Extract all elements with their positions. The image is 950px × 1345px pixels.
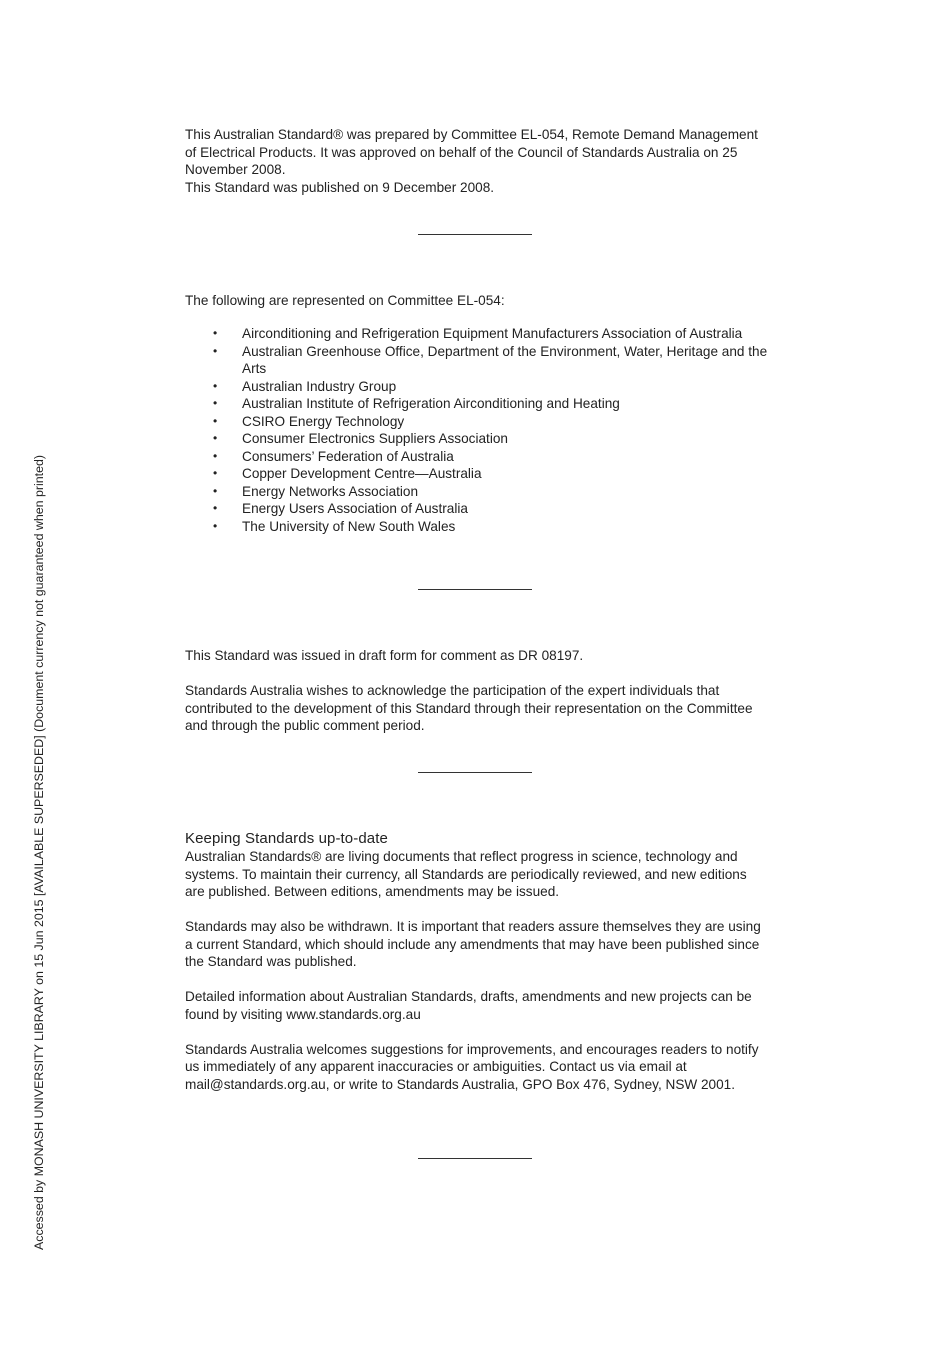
list-item: • Energy Networks Association — [213, 483, 419, 499]
bullet-icon: • — [213, 413, 218, 428]
committee-list — [185, 325, 770, 535]
uptodate-paragraph-2: Standards may also be withdrawn. It is important that readers assure themselves they are using a current Standard, which should include any amendments that may have been published since the Standard was published. — [185, 919, 761, 969]
list-item: • Consumers’ Federation of Australia — [213, 448, 454, 464]
bullet-icon: • — [213, 501, 218, 515]
acknowledgement: Standards Australia wishes to acknowledge the participation of the expert individuals that contributed to the development of this Standard through their representation on the Committee and through the public comment period. — [185, 683, 753, 733]
section-divider — [418, 234, 532, 235]
list-item: • Australian Industry Group — [213, 378, 397, 394]
list-item: • The University of New South Wales — [213, 518, 456, 534]
section-divider — [418, 1158, 532, 1159]
list-item: • Airconditioning and Refrigeration Equipment Manufacturers Association of Australia — [213, 326, 743, 341]
section-divider — [418, 589, 532, 590]
bullet-icon: • — [213, 326, 218, 340]
section-heading: Keeping Standards up-to-date — [185, 830, 388, 847]
bullet-icon: • — [213, 378, 218, 393]
list-item: • Australian Greenhouse Office, Department of the Environment, Water, Heritage and the Arts — [213, 343, 768, 376]
publication-date: This Standard was published on 9 December 2008. — [185, 179, 495, 195]
draft-section — [185, 647, 770, 735]
list-item: • CSIRO Energy Technology — [213, 413, 405, 429]
section-divider — [418, 772, 532, 773]
access-watermark: Accessed by MONASH UNIVERSITY LIBRARY on 15 Jun 2015 [AVAILABLE SUPERSEDED] (Document currency not guaranteed when printed) — [32, 455, 46, 1250]
bullet-icon: • — [213, 448, 218, 463]
approval-paragraph: This Australian Standard® was prepared by Committee EL-054, Remote Demand Management of Electrical Products. It was approved on behalf of the Council of Standards Australia on 25 November 2008. — [185, 127, 758, 177]
uptodate-paragraph-4: Standards Australia welcomes suggestions for improvements, and encourages readers to notify us immediately of any apparent inaccuracies or ambiguities. Contact us via email at mail@standards.org.au, or write to Standards Australia, GPO Box 476, Sydney, NSW 2001. — [185, 1041, 759, 1092]
approval-section — [185, 126, 770, 196]
bullet-icon: • — [213, 343, 218, 358]
list-item: • Energy Users Association of Australia — [213, 501, 468, 516]
committee-intro: The following are represented on Committee EL-054: — [185, 293, 505, 308]
list-item: • Copper Development Centre—Australia — [213, 466, 482, 481]
list-item: • Consumer Electronics Suppliers Association — [213, 431, 508, 446]
uptodate-paragraph-3: Detailed information about Australian Standards, drafts, amendments and new projects can be found by visiting www.standards.org.au — [185, 989, 752, 1022]
bullet-icon: • — [213, 483, 218, 498]
bullet-icon: • — [213, 466, 218, 480]
committee-intro-block — [185, 292, 770, 310]
uptodate-section — [185, 829, 770, 1093]
uptodate-paragraph-1: Australian Standards® are living documents that reflect progress in science, technology and systems. To maintain their currency, all Standards are periodically reviewed, and new editions are published. Between editions, amendments may be issued. — [185, 849, 747, 899]
draft-issued: This Standard was issued in draft form for comment as DR 08197. — [185, 648, 584, 663]
bullet-icon: • — [213, 396, 218, 410]
bullet-icon: • — [213, 431, 218, 445]
list-item: • Australian Institute of Refrigeration Airconditioning and Heating — [213, 396, 620, 411]
bullet-icon: • — [213, 518, 218, 533]
